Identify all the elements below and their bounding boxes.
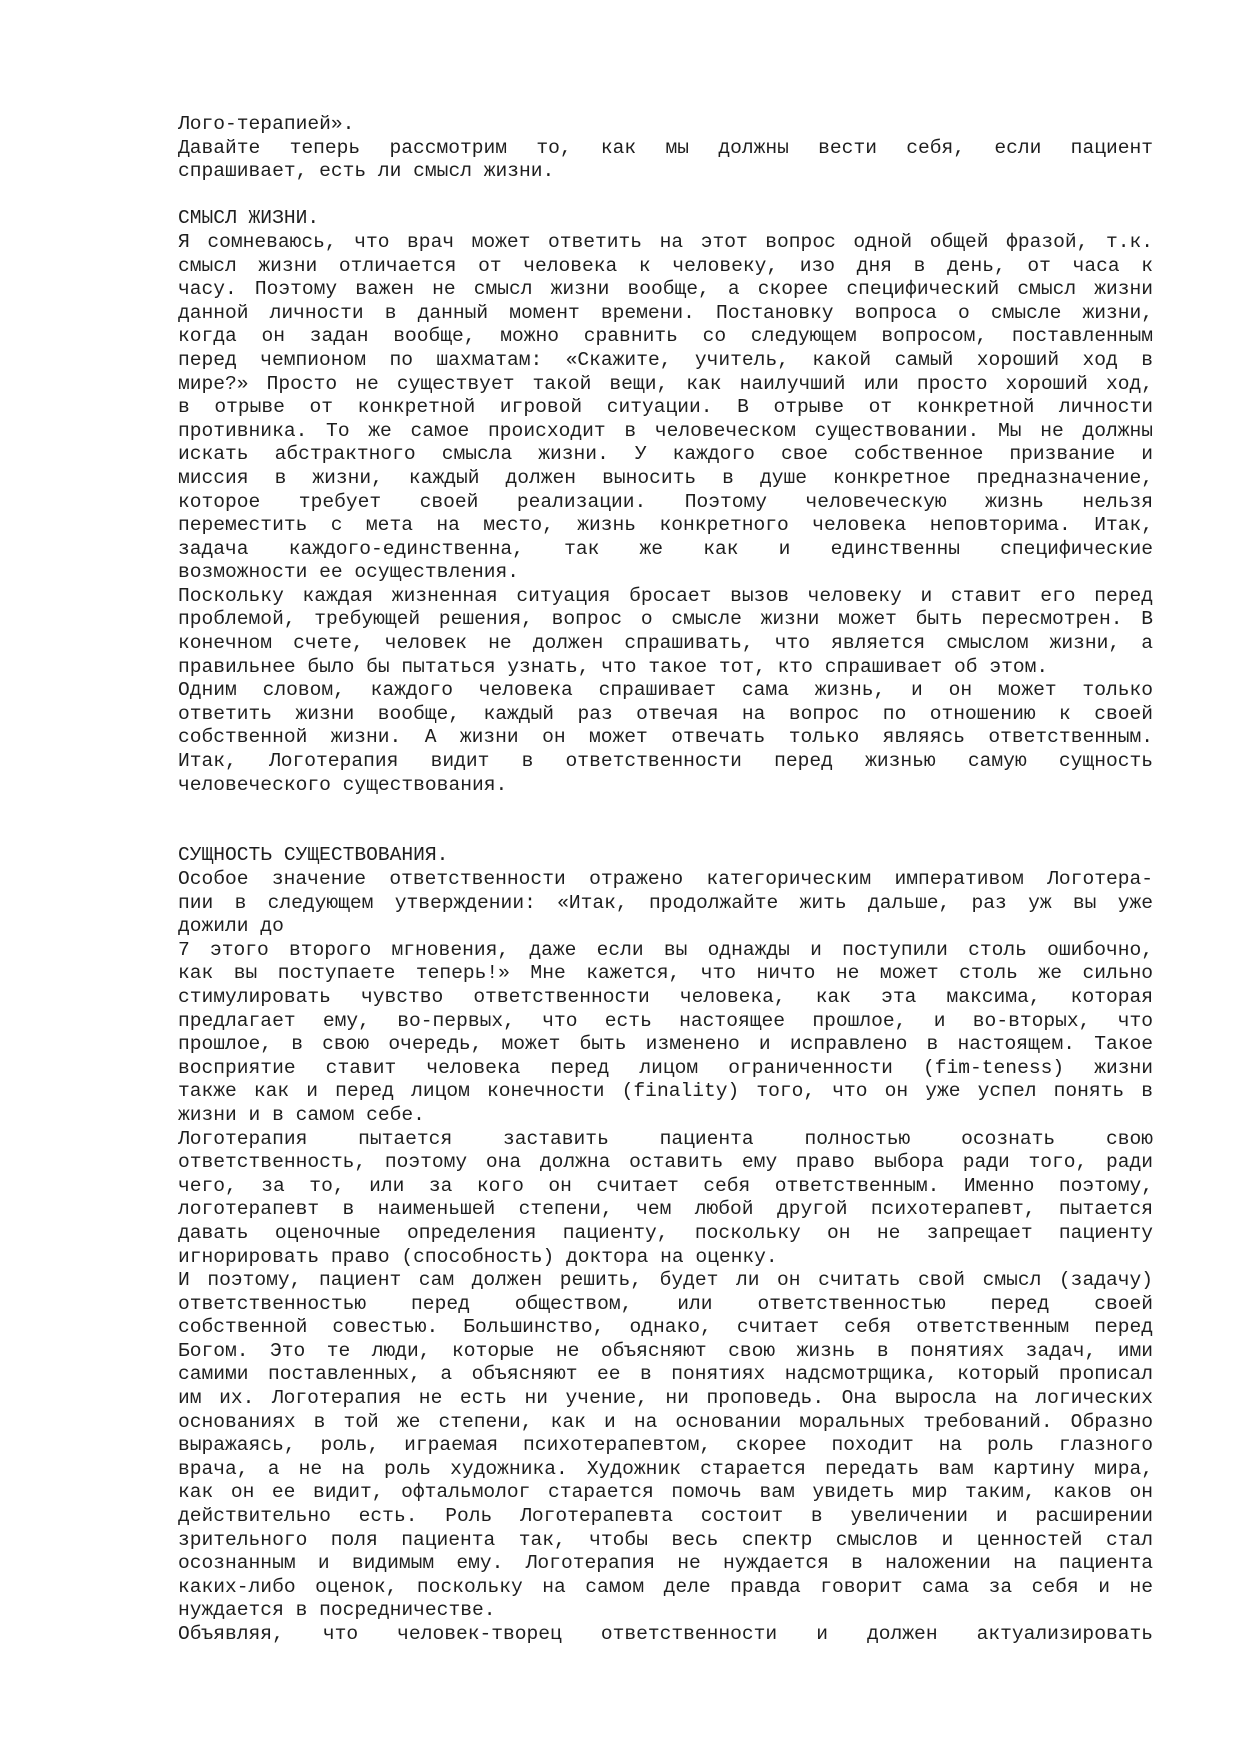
text-line: как вы поступаете теперь!» Мне кажется, что ничто не может столь же сильно [178, 962, 1153, 985]
text-line: врача, а не на роль художника. Художник старается передать вам картину мира, [178, 1457, 1153, 1480]
text-line: Давайте теперь рассмотрим то, как мы должны вести себя, если пациент [178, 136, 1153, 159]
text-line: ответственность, поэтому она должна оставить ему право выбора ради того, ради [178, 1151, 1153, 1174]
text-line: логотерапевт в наименьшей степени, чем любой другой психотерапевт, пытается [178, 1198, 1153, 1221]
text-line: предлагает ему, во-первых, что есть настоящее прошлое, и во-вторых, что [178, 1009, 1153, 1032]
text-line: им их. Логотерапия не есть ни учение, ни проповедь. Она выросла на логических [178, 1387, 1153, 1410]
text-line: действительно есть. Роль Логотерапевта состоит в увеличении и расширении [178, 1505, 1153, 1528]
blank-line [178, 797, 1153, 821]
text-line: смысл жизни отличается от человека к человеку, изо дня в день, от часа к [178, 254, 1153, 277]
text-line: конечном счете, человек не должен спрашивать, что является смыслом жизни, а [178, 632, 1153, 655]
text-line: восприятие ставит человека перед лицом ограниченности (fim-teness) жизни [178, 1056, 1153, 1079]
text-line: часу. Поэтому важен не смысл жизни вообще, а скорее специфический смысл жизни [178, 278, 1153, 301]
text-line: Итак, Логотерапия видит в ответственности перед жизнью самую сущность [178, 750, 1153, 773]
text-line: Логотерапия пытается заставить пациента полностью осознать свою [178, 1127, 1153, 1150]
text-line: Я сомневаюсь, что врач может ответить на этот вопрос одной общей фразой, т.к. [178, 230, 1153, 253]
blank-line [178, 184, 1153, 208]
text-line: ответственностью перед обществом, или ответственностью перед своей [178, 1292, 1153, 1315]
text-line: миссия в жизни, каждый должен выносить в душе конкретное предназначение, [178, 466, 1153, 489]
text-line: прошлое, в свою очередь, может быть изменено и исправлено в настоящем. Такое [178, 1033, 1153, 1056]
text-line: самими поставленных, а объясняют ее в понятиях надсмотрщика, который прописал [178, 1363, 1153, 1386]
text-line: зрительного поля пациента так, чтобы весь спектр смыслов и ценностей стал [178, 1528, 1153, 1551]
text-line: Особое значение ответственности отражено категорическим императивом Логотера- [178, 868, 1153, 890]
text-line: ответить жизни вообще, каждый раз отвечая на вопрос по отношению к своей [178, 702, 1153, 725]
text-line: правильнее было бы пытаться узнать, что такое тот, кто спрашивает об этом. [178, 655, 1049, 678]
text-line: когда он задан вообще, можно сравнить со следующем вопросом, поставленным [178, 325, 1153, 348]
text-line: Одним словом, каждого человека спрашивает сама жизнь, и он может только [178, 679, 1153, 702]
text-line: в отрыве от конкретной игровой ситуации. В отрыве от конкретной личности [178, 396, 1153, 419]
text-line: мире?» Просто не существует такой вещи, как наилучший или просто хороший ход, [178, 372, 1153, 395]
text-line: переместить с мета на место, жизнь конкретного человека неповторима. Итак, [178, 514, 1153, 537]
text-line: И поэтому, пациент сам должен решить, будет ли он считать свой смысл (задачу) [178, 1269, 1153, 1292]
text-line: задача каждого-единственна, так же как и единственны специфические [178, 537, 1153, 560]
text-line: как он ее видит, офтальмолог старается помочь вам увидеть мир таким, каков он [178, 1481, 1153, 1504]
text-line: дожили до [178, 915, 284, 938]
text-line: противника. То же самое происходит в человеческом существовании. Мы не должны [178, 419, 1153, 442]
text-line: Поскольку каждая жизненная ситуация бросает вызов человеку и ставит его перед [178, 584, 1153, 607]
blank-line [178, 821, 1153, 845]
text-line: данной личности в данный момент времени. Постановку вопроса о смысле жизни, [178, 301, 1153, 324]
text-line: которое требует своей реализации. Поэтому человеческую жизнь нельзя [178, 490, 1153, 513]
section-heading: СМЫСЛ ЖИЗНИ. [178, 207, 320, 230]
text-line: нуждается в посредничестве. [178, 1599, 496, 1622]
text-line: чего, за то, или за кого он считает себя ответственным. Именно поэтому, [178, 1174, 1153, 1197]
text-line: стимулировать чувство ответственности человека, как эта максима, которая [178, 985, 1153, 1008]
text-line: давать оценочные определения пациенту, поскольку он не запрещает пациенту [178, 1221, 1153, 1244]
text-line: перед чемпионом по шахматам: «Скажите, учитель, какой самый хороший ход в [178, 348, 1153, 371]
text-line: Объявляя, что человек-творец ответственности и должен актуализировать [178, 1623, 1153, 1645]
text-line: также как и перед лицом конечности (finality) того, что он уже успел понять в [178, 1080, 1153, 1103]
text-line: 7 этого второго мгновения, даже если вы однажды и поступили столь ошибочно, [178, 938, 1153, 961]
text-line: собственной жизни. А жизни он может отвечать только являясь ответственным. [178, 726, 1153, 749]
text-line: искать абстрактного смысла жизни. У каждого свое собственное призвание и [178, 443, 1153, 466]
text-line: возможности ее осуществления. [178, 561, 519, 584]
text-line: игнорировать право (способность) доктора на оценку. [178, 1245, 778, 1268]
text-line: каких-либо оценок, поскольку на самом деле правда говорит сама за себя и не [178, 1575, 1153, 1598]
text-line: осознанным и видимым ему. Логотерапия не нуждается в наложении на пациента [178, 1552, 1153, 1575]
text-line: основаниях в той же степени, как и на основании моральных требований. Образно [178, 1410, 1153, 1433]
text-line: собственной совестью. Большинство, однако, считает себя ответственным перед [178, 1316, 1153, 1339]
document-page [178, 113, 1153, 1647]
text-line: человеческого существования. [178, 773, 508, 796]
text-line: Лого-терапией». [178, 113, 355, 135]
text-line: жизни и в самом себе. [178, 1103, 425, 1126]
text-line: проблемой, требующей решения, вопрос о смысле жизни может быть пересмотрен. В [178, 608, 1153, 631]
section-heading: СУЩНОСТЬ СУЩЕСТВОВАНИЯ. [178, 844, 449, 867]
text-line: спрашивает, есть ли смысл жизни. [178, 160, 555, 183]
text-line: пии в следующем утверждении: «Итак, продолжайте жить дальше, раз уж вы уже [178, 891, 1153, 914]
text-line: выражаясь, роль, играемая психотерапевтом, скорее походит на роль глазного [178, 1434, 1153, 1457]
text-line: Богом. Это те люди, которые не объясняют свою жизнь в понятиях задач, ими [178, 1339, 1153, 1362]
